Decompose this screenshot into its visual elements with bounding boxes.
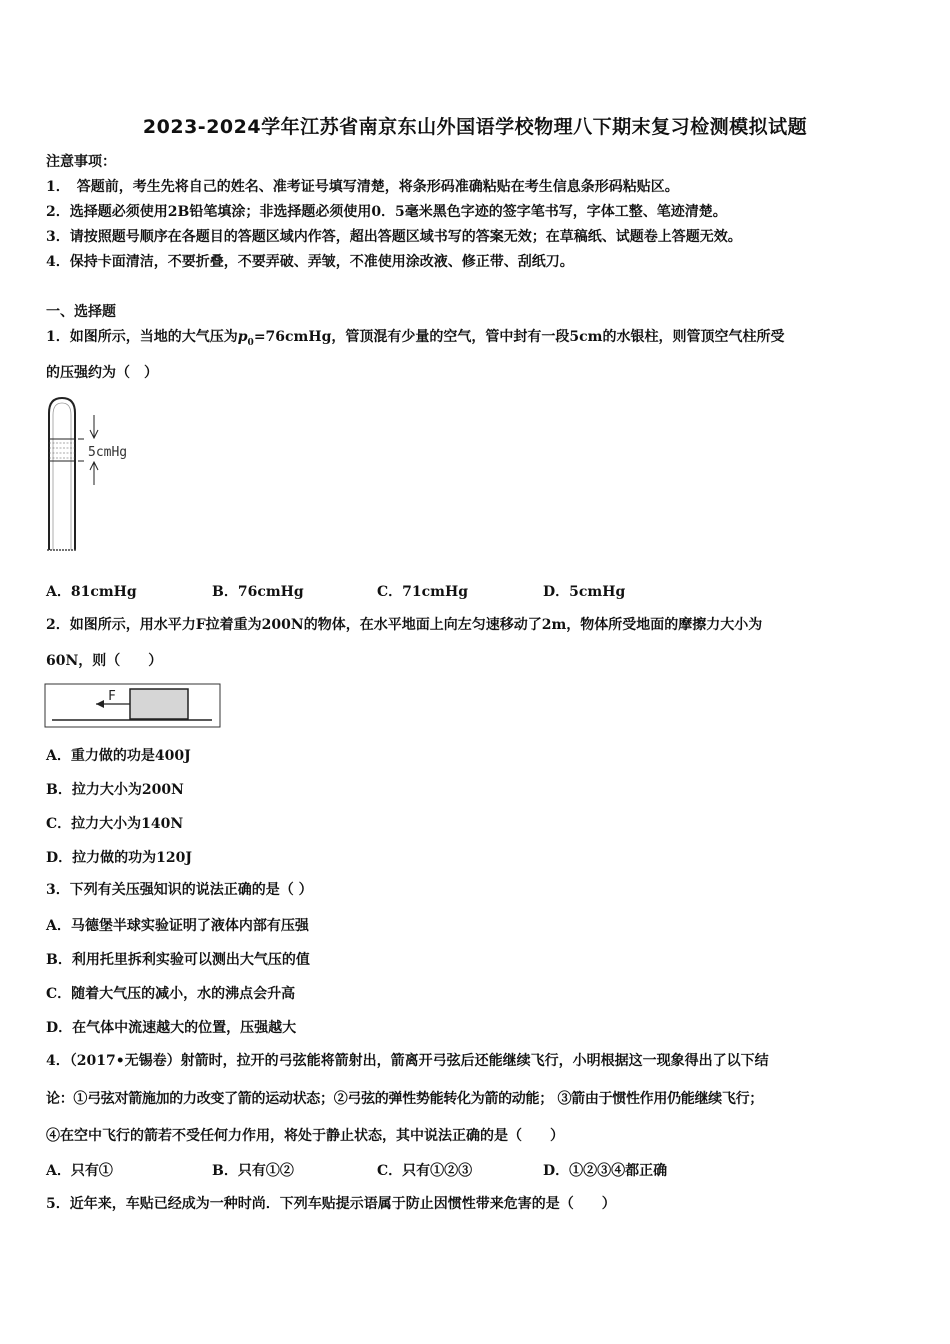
question-3-stem: 3．下列有关压强知识的说法正确的是（ ） [46,882,313,898]
option-a: A．马德堡半球实验证明了液体内部有压强 [46,918,309,934]
option-b: B．76cmHg [212,584,304,600]
page-title: 2023-2024学年江苏省南京东山外国语学校物理八下期末复习检测模拟试题 [142,116,808,138]
question-2-stem: 2．如图所示，用水平力F拉着重为200N的物体，在水平地面上向左匀速移动了2m，物体所受地面的摩擦力大小为 [46,617,763,633]
option-b: B．拉力大小为200N [46,782,184,798]
option-a: A．81cmHg [46,584,137,600]
section-heading: 一、选择题 [46,304,116,320]
pressure-symbol: p [237,329,248,345]
option-a: A．只有① [46,1163,113,1179]
pressure-subscript: 0 [247,337,254,348]
question-1-stem-line2: 的压强约为（ ） [46,365,158,381]
question-4-stem-line3: ④在空中飞行的箭若不受任何力作用，将处于静止状态，其中说法正确的是（ ） [46,1128,564,1144]
question-1-text-a: 1．如图所示，当地的大气压为 [46,329,238,345]
question-4-stem-line2: 论：①弓弦对箭施加的力改变了箭的运动状态；②弓弦的弹性势能转化为箭的动能； ③箭由于惯性作用仍能继续飞行； [46,1091,763,1107]
block-figure [44,683,222,729]
option-a: A．重力做的功是400J [46,748,191,764]
option-c: C．71cmHg [377,584,468,600]
option-d: D．①②③④都正确 [543,1163,668,1179]
tube-label: 5cmHg [88,445,128,460]
question-1-stem [46,327,784,353]
question-2-stem-line2: 60N，则（ ） [46,653,163,669]
option-c: C．随着大气压的减小，水的沸点会升高 [46,986,296,1002]
option-b: B．只有①② [212,1163,294,1179]
notice-item: 2．选择题必须使用2B铅笔填涂；非选择题必须使用0．5毫米黑色字迹的签字笔书写，字体工整、笔迹清楚。 [46,204,727,220]
question-1-text-b: =76cmHg，管顶混有少量的空气，管中封有一段5cm的水银柱，则管顶空气柱所受 [253,329,785,345]
question-4-stem: 4．（2017•无锡卷）射箭时，拉开的弓弦能将箭射出，箭离开弓弦后还能继续飞行，小明根据这一现象得出了以下结 [46,1053,769,1069]
notice-item: 3．请按照题号顺序在各题目的答题区域内作答，超出答题区域书写的答案无效；在草稿纸、试题卷上答题无效。 [46,229,742,245]
option-d: D．拉力做的功为120J [46,850,192,866]
notice-item: 4．保持卡面清洁，不要折叠，不要弄破、弄皱，不准使用涂改液、修正带、刮纸刀。 [46,254,574,270]
option-c: C．拉力大小为140N [46,816,184,832]
option-d: D．在气体中流速越大的位置，压强越大 [46,1020,297,1036]
option-d: D．5cmHg [543,584,626,600]
notice-item: 1． 答题前，考生先将自己的姓名、准考证号填写清楚，将条形码准确粘贴在考生信息条形码粘贴区。 [46,179,679,195]
option-b: B．利用托里拆利实验可以测出大气压的值 [46,952,310,968]
option-c: C．只有①②③ [377,1163,473,1179]
tube-figure [44,395,154,557]
question-5-stem: 5．近年来，车贴已经成为一种时尚．下列车贴提示语属于防止因惯性带来危害的是（ ） [46,1196,616,1212]
notice-heading: 注意事项： [46,154,116,170]
force-label: F [108,689,116,704]
